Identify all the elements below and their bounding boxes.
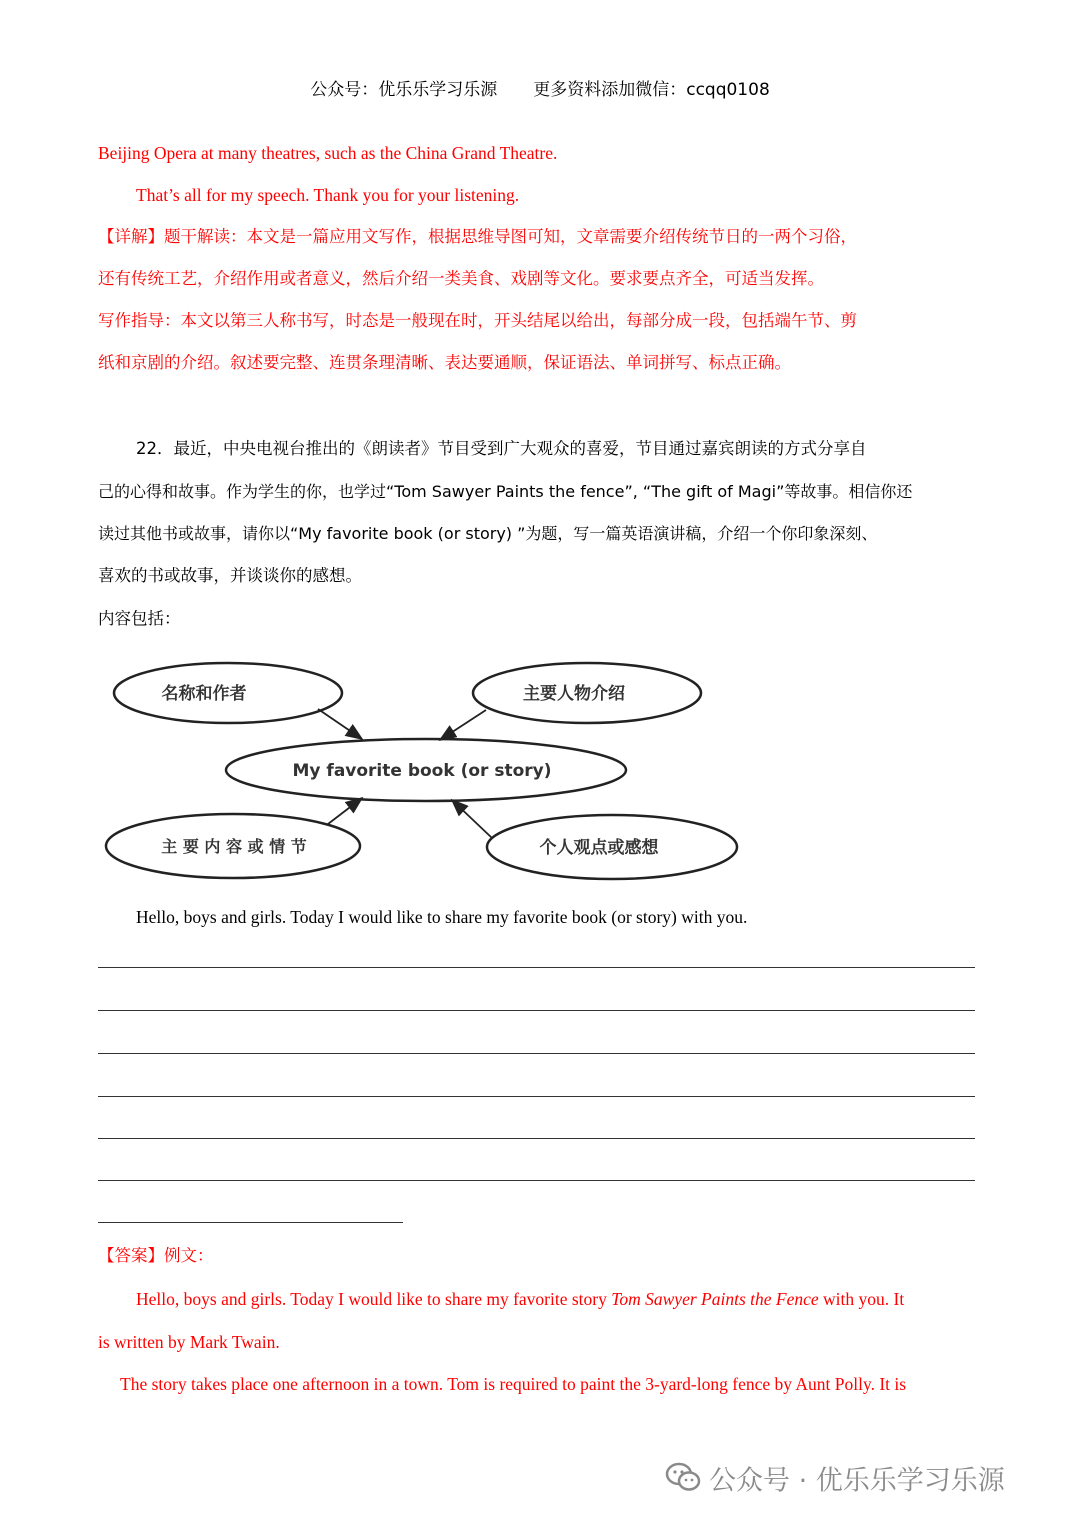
- opening-sentence: Hello, boys and girls. Today I would like to share my favorite book (or story) with you.: [136, 907, 748, 927]
- question-line-4: 喜欢的书或故事，并谈谈你的感想。: [98, 566, 362, 585]
- question-line-2: 己的心得和故事。作为学生的你，也学过“Tom Sawyer Paints the fence”, “The gift of Magi”等故事。相信你还: [98, 482, 913, 501]
- content-label: 内容包括：: [98, 609, 181, 628]
- answer-p1-title: Tom Sawyer Paints the Fence: [611, 1289, 819, 1309]
- question-line-1: 22．最近，中央电视台推出的《朗读者》节目受到广大观众的喜爱，节目通过嘉宾朗读的方式分享自: [136, 439, 867, 458]
- arrow-top-right: [440, 710, 486, 740]
- answer-line-1: [98, 967, 975, 968]
- answer-line-6: [98, 1180, 975, 1181]
- answer-paragraph-2: The story takes place one afternoon in a town. Tom is required to paint the 3-yard-long fence by Aunt Polly. It is: [120, 1374, 907, 1394]
- header-account: 公众号：优乐乐学习乐源: [310, 80, 498, 100]
- answer-line-7: [98, 1222, 403, 1223]
- label-top-right: 主要人物介绍: [523, 684, 625, 704]
- label-bottom-right: 个人观点或感想: [539, 838, 659, 858]
- prev-answer-line-2: That’s all for my speech. Thank you for your listening.: [136, 185, 520, 205]
- watermark-text: 公众号 · 优乐乐学习乐源: [709, 1465, 1005, 1497]
- analysis-line-4: 纸和京剧的介绍。叙述要完整、连贯条理清晰、表达要通顺，保证语法、单词拼写、标点正确。: [98, 353, 791, 372]
- answer-label: 【答案】例文：: [98, 1246, 214, 1265]
- answer-paragraph-1-line-2: is written by Mark Twain.: [98, 1332, 280, 1352]
- answer-paragraph-1: [136, 1287, 904, 1311]
- label-top-left: 名称和作者: [161, 684, 247, 704]
- analysis-line-3: 写作指导：本文以第三人称书写，时态是一般现在时，开头结尾以给出，每部分成一段，包括端午节、剪: [98, 311, 857, 330]
- header-contact: 更多资料添加微信：ccqq0108: [533, 80, 770, 100]
- arrow-top-left: [318, 709, 362, 739]
- question-line-3: 读过其他书或故事，请你以“My favorite book (or story) ”为题，写一篇英语演讲稿，介绍一个你印象深刻、: [98, 524, 878, 543]
- label-center: My favorite book (or story): [292, 761, 552, 781]
- analysis-line-1: 【详解】题干解读：本文是一篇应用文写作，根据思维导图可知，文章需要介绍传统节日的一两个习俗，: [98, 227, 857, 246]
- answer-p1-post: with you. It: [818, 1289, 905, 1309]
- wechat-icon: [665, 1462, 701, 1502]
- answer-line-3: [98, 1053, 975, 1054]
- watermark: [665, 1462, 1005, 1502]
- page-header: [0, 78, 1080, 102]
- answer-p1-pre: Hello, boys and girls. Today I would like to share my favorite story: [136, 1289, 612, 1309]
- answer-line-2: [98, 1010, 975, 1011]
- answer-line-5: [98, 1138, 975, 1139]
- label-bottom-left: 主 要 内 容 或 情 节: [161, 837, 307, 856]
- mind-map-diagram: [100, 660, 750, 885]
- arrow-bottom-right: [452, 800, 492, 838]
- prev-answer-line-1: Beijing Opera at many theatres, such as the China Grand Theatre.: [98, 143, 558, 163]
- answer-line-4: [98, 1096, 975, 1097]
- arrow-bottom-left: [328, 798, 362, 824]
- analysis-line-2: 还有传统工艺，介绍作用或者意义，然后介绍一类美食、戏剧等文化。要求要点齐全，可适当发挥。: [98, 269, 824, 288]
